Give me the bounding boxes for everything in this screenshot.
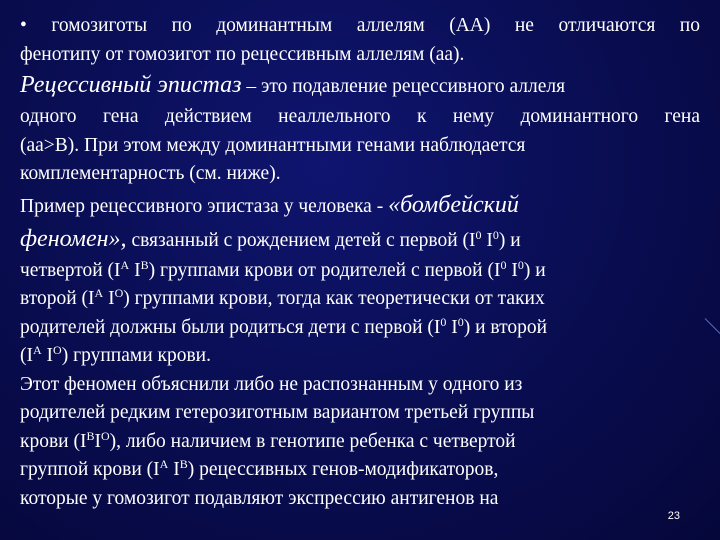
term-recessive-epistasis: Рецессивный эпистаз bbox=[20, 72, 242, 98]
term-bombay-phenomenon: «бомбейский bbox=[388, 191, 519, 218]
text-line: комплементарность (см. ниже). bbox=[20, 163, 281, 184]
text-line bbox=[20, 314, 700, 343]
text-fragment: ) группами крови. bbox=[61, 345, 211, 366]
text-line bbox=[20, 189, 700, 223]
superscript: 0 bbox=[457, 314, 464, 329]
text-line bbox=[20, 69, 700, 103]
superscript: O bbox=[114, 286, 124, 300]
text-fragment: I bbox=[481, 229, 493, 251]
text-fragment: ) и bbox=[523, 259, 546, 281]
text-fragment: (I bbox=[20, 345, 33, 366]
superscript: 0 bbox=[492, 227, 499, 242]
text-fragment: ) группами крови от родителей с первой (I bbox=[148, 259, 501, 281]
text-fragment: I bbox=[168, 459, 180, 480]
text-line: (аа>В). При этом между доминантными генами наблюдается bbox=[20, 134, 526, 156]
text-line: фенотипу от гомозигот по рецессивным аллелям (аа). bbox=[20, 43, 465, 65]
text-line: родителей редким гетерозиготным вариантом третьей группы bbox=[20, 402, 535, 423]
text-fragment: ) рецессивных генов-модификаторов, bbox=[187, 459, 499, 480]
text-line bbox=[20, 428, 700, 457]
text-fragment: родителей должны были родиться дети с первой (I bbox=[20, 316, 441, 338]
superscript: O bbox=[101, 428, 110, 443]
page-number: 23 bbox=[667, 510, 680, 522]
text-line: одного гена действием неаллельного к нему доминантного гена bbox=[20, 106, 700, 127]
superscript: B bbox=[140, 257, 149, 272]
term-bombay-phenomenon-end: феномен», bbox=[20, 225, 127, 252]
text-line bbox=[20, 456, 700, 485]
text-fragment: I bbox=[94, 430, 101, 452]
text-fragment: четвертой (I bbox=[20, 259, 121, 281]
text-fragment: ) и bbox=[498, 229, 521, 251]
superscript: 0 bbox=[500, 257, 507, 272]
superscript: A bbox=[120, 257, 130, 272]
text-fragment: I bbox=[446, 316, 458, 338]
text-line: которые у гомозигот подавляют экспрессию антигенов на bbox=[20, 487, 499, 509]
superscript: B bbox=[179, 457, 188, 471]
superscript: 0 bbox=[517, 257, 524, 272]
text-fragment: группой крови (I bbox=[20, 459, 160, 480]
decorative-line bbox=[705, 318, 720, 347]
superscript: A bbox=[94, 286, 104, 300]
text-fragment: ) и второй bbox=[463, 316, 548, 338]
superscript: A bbox=[159, 457, 169, 471]
text-fragment: второй (I bbox=[20, 288, 95, 309]
text-fragment: I bbox=[103, 288, 115, 309]
text-fragment: ) группами крови, тогда как теоретически от таких bbox=[123, 288, 545, 309]
text-fragment: – это подавление рецессивного аллеля bbox=[241, 76, 566, 97]
text-fragment: I bbox=[41, 345, 54, 366]
text-line bbox=[20, 223, 700, 257]
text-fragment: I bbox=[129, 259, 141, 281]
superscript: O bbox=[53, 343, 62, 357]
slide-body-text bbox=[20, 12, 700, 513]
superscript: A bbox=[33, 343, 42, 357]
text-line bbox=[20, 285, 700, 314]
superscript: 0 bbox=[440, 314, 447, 329]
text-line bbox=[20, 257, 700, 286]
superscript: B bbox=[86, 428, 95, 443]
text-line bbox=[20, 342, 700, 371]
text-fragment: крови (I bbox=[20, 430, 87, 452]
text-fragment: Пример рецессивного эпистаза у человека - bbox=[20, 195, 389, 217]
text-fragment: I bbox=[506, 259, 518, 281]
text-fragment: связанный с рождением детей с первой (I bbox=[126, 229, 476, 251]
text-line: Этот феномен объяснили либо не распознанным у одного из bbox=[20, 373, 523, 395]
text-line: • гомозиготы по доминантным аллелям (АА) не отличаются по bbox=[20, 15, 700, 36]
superscript: 0 bbox=[475, 227, 482, 242]
text-fragment: ), либо наличием в генотипе ребенка с четвертой bbox=[109, 430, 516, 452]
